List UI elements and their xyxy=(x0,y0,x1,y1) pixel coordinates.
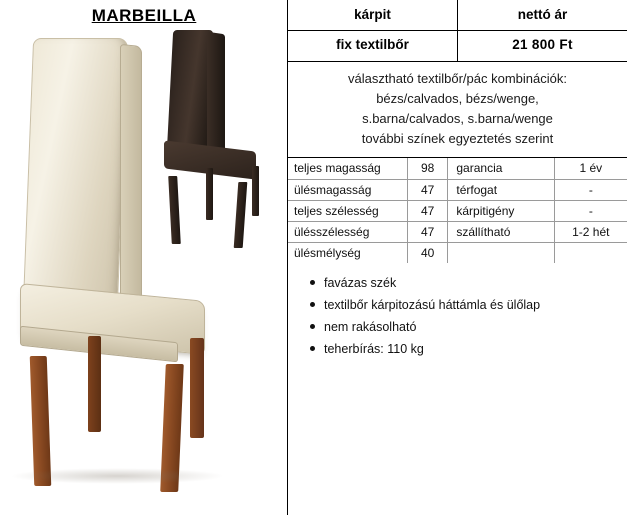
color-combinations xyxy=(288,62,627,158)
spec-label: térfogat xyxy=(448,179,554,200)
price-header-table xyxy=(288,0,627,62)
spec-label: szállítható xyxy=(448,221,554,242)
spec-empty-cell xyxy=(448,242,554,263)
table-row xyxy=(288,179,627,200)
feature-list xyxy=(288,263,627,360)
table-row xyxy=(288,242,627,263)
spec-label: ülésmagasság xyxy=(288,179,407,200)
table-row xyxy=(288,158,627,179)
spec-value: - xyxy=(554,200,627,221)
list-item: nem rakásolható xyxy=(310,316,627,338)
spec-label: ülésszélesség xyxy=(288,221,407,242)
spec-label: garancia xyxy=(448,158,554,179)
list-item: teherbírás: 110 kg xyxy=(310,338,627,360)
chair-dark-leg-front-right xyxy=(234,182,248,248)
spec-value: - xyxy=(554,179,627,200)
spec-label: teljes magasság xyxy=(288,158,407,179)
combinations-line-3: további színek egyeztetés szerint xyxy=(361,131,554,146)
page-title: MARBEILLA xyxy=(91,6,197,25)
spec-value: 47 xyxy=(407,221,447,242)
floor-shadow xyxy=(10,468,225,484)
spec-value: 1-2 hét xyxy=(554,221,627,242)
combinations-heading: választható textilbőr/pác kombinációk: xyxy=(348,71,567,86)
product-image-panel xyxy=(0,0,288,515)
spec-label: teljes szélesség xyxy=(288,200,407,221)
spec-value: 47 xyxy=(407,179,447,200)
combinations-line-1: bézs/calvados, bézs/wenge, xyxy=(376,91,539,106)
chair-dark-leg-back-right xyxy=(252,166,259,216)
list-item: textilbőr kárpitozású háttámla és ülőlap xyxy=(310,294,627,316)
upholstery-value: fix textilbőr xyxy=(288,31,458,62)
chair-cream-backrest xyxy=(23,38,128,306)
table-row xyxy=(288,221,627,242)
spec-value: 98 xyxy=(407,158,447,179)
spec-label: kárpitigény xyxy=(448,200,554,221)
header-net-price-label: nettó ár xyxy=(458,0,628,31)
header-upholstery-label: kárpit xyxy=(288,0,458,31)
net-price-value: 21 800 Ft xyxy=(458,31,628,62)
spec-label: ülésmélység xyxy=(288,242,407,263)
chair-cream-leg-back-right xyxy=(190,338,204,438)
spec-value: 1 év xyxy=(554,158,627,179)
chair-cream-leg-front-left xyxy=(30,356,52,486)
chair-cream-leg-back-left xyxy=(88,336,101,432)
spec-value: 47 xyxy=(407,200,447,221)
combinations-line-2: s.barna/calvados, s.barna/wenge xyxy=(362,111,553,126)
spec-empty-cell xyxy=(554,242,627,263)
product-details-panel xyxy=(288,0,627,515)
chair-cream-backrest-side xyxy=(120,44,142,308)
spec-value: 40 xyxy=(407,242,447,263)
list-item: favázas szék xyxy=(310,272,627,294)
chair-cream xyxy=(14,38,234,488)
table-row xyxy=(288,200,627,221)
specifications-table xyxy=(288,158,627,263)
chair-photo xyxy=(0,28,288,515)
